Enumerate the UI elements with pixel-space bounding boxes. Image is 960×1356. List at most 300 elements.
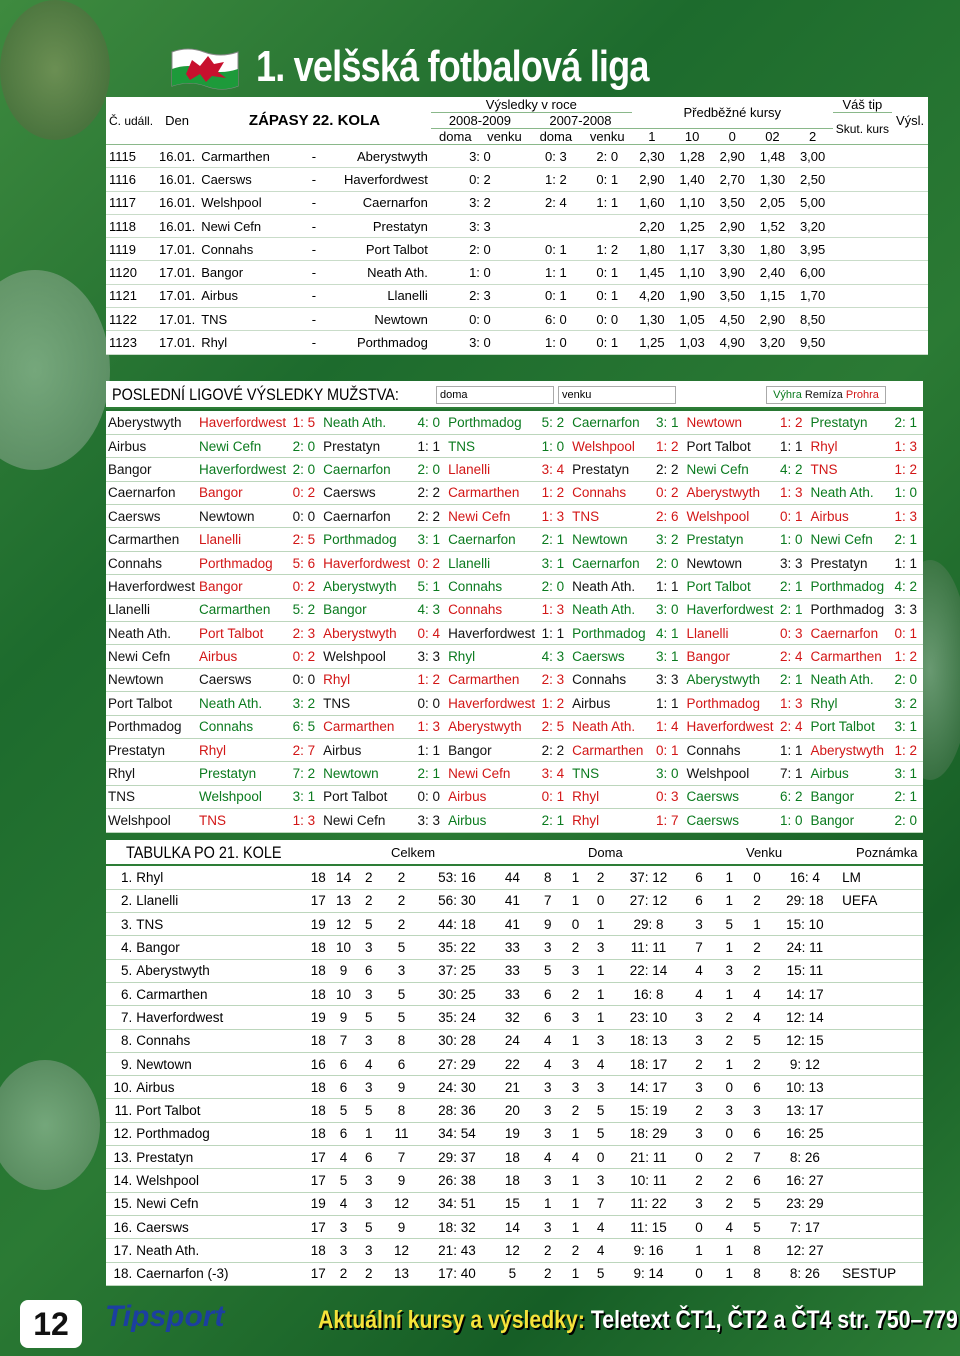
odds-cell: 1,10: [672, 191, 712, 214]
fixture-row: [106, 145, 928, 168]
draws: 2: [356, 889, 381, 912]
results-row: [106, 785, 923, 808]
team-name: Llanelli: [134, 889, 305, 912]
opponent: TNS: [809, 458, 890, 481]
opponent: Bangor: [321, 598, 412, 621]
rank: 15.: [106, 1192, 134, 1215]
opponent: Rhyl: [321, 668, 412, 691]
opponent: Carmarthen: [321, 715, 412, 738]
background-ball: [0, 1060, 100, 1190]
background-player: [0, 0, 110, 140]
col-skut: Skut. kurs: [833, 113, 892, 145]
opponent: Haverfordwest: [446, 692, 537, 715]
away-wins: 3: [684, 1029, 714, 1052]
losses: 8: [381, 1099, 421, 1122]
results-row: [106, 692, 923, 715]
odds-cell: 2,70: [712, 168, 752, 191]
draws: 5: [356, 1006, 381, 1029]
points: 33: [492, 982, 532, 1005]
opponent: Welshpool: [570, 434, 651, 457]
away-goals: 15: 11: [770, 959, 841, 982]
home-losses: 3: [588, 1169, 613, 1192]
event-id: 1122: [106, 308, 156, 331]
match-score: 2: 1: [890, 528, 923, 551]
match-score: 4: 3: [537, 645, 570, 668]
result-final-cell: [892, 191, 928, 214]
home-losses: 0: [588, 889, 613, 912]
opponent: Porthmadog: [809, 598, 890, 621]
result-cell: 0: 1: [529, 284, 583, 307]
goals: 34: 51: [422, 1192, 493, 1215]
odds-cell: 1,17: [672, 238, 712, 261]
away-wins: 1: [684, 1239, 714, 1262]
losses: 5: [381, 936, 421, 959]
wins: 5: [331, 1099, 356, 1122]
result-cell: 3: 3: [431, 214, 529, 237]
rank: 11.: [106, 1099, 134, 1122]
odds-cell: 3,50: [712, 191, 752, 214]
opponent: Port Talbot: [197, 622, 288, 645]
team-name: Caersws: [134, 1215, 305, 1238]
result-final-cell: [892, 168, 928, 191]
wins: 9: [331, 1006, 356, 1029]
rank: 18.: [106, 1262, 134, 1285]
result-cell: 0: 1: [583, 168, 632, 191]
match-score: 2: 1: [537, 809, 570, 832]
match-day: 16.01.: [156, 168, 198, 191]
match-score: 0: 0: [288, 668, 321, 691]
opponent: Bangor: [197, 575, 288, 598]
result-final-cell: [892, 145, 928, 168]
away-losses: 5: [744, 1029, 769, 1052]
away-wins: 2: [684, 1099, 714, 1122]
away-team: Newtown: [323, 308, 431, 331]
opponent: Neath Ath.: [570, 715, 651, 738]
away-wins: 3: [684, 913, 714, 936]
result-cell: 2: 0: [583, 145, 632, 168]
match-score: 2: 7: [288, 738, 321, 761]
event-id: 1123: [106, 331, 156, 354]
match-score: 3: 1: [890, 762, 923, 785]
match-score: 1: 3: [776, 692, 809, 715]
result-final-cell: [892, 261, 928, 284]
opponent: Haverfordwest: [321, 551, 412, 574]
points: 18: [492, 1146, 532, 1169]
results-header: [106, 381, 923, 409]
match-day: 17.01.: [156, 261, 198, 284]
legend-away: venku: [558, 386, 676, 404]
points: 21: [492, 1076, 532, 1099]
home-draws: 3: [563, 1076, 588, 1099]
opponent: Airbus: [809, 762, 890, 785]
fixture-row: [106, 261, 928, 284]
opponent: Prestatyn: [197, 762, 288, 785]
opponent: Prestatyn: [809, 411, 890, 434]
home-goals: 29: 8: [613, 913, 684, 936]
col-tip: Váš tip: [833, 97, 892, 113]
points: 24: [492, 1029, 532, 1052]
match-score: 0: 2: [288, 481, 321, 504]
away-wins: 4: [684, 982, 714, 1005]
rank: 5.: [106, 959, 134, 982]
result-cell: [583, 214, 632, 237]
opponent: Haverfordwest: [446, 622, 537, 645]
draws: 3: [356, 1192, 381, 1215]
draws: 6: [356, 1146, 381, 1169]
standings-overall: Celkem: [391, 845, 436, 860]
draws: 4: [356, 1052, 381, 1075]
odds-cell: 2,30: [632, 145, 672, 168]
opponent: Porthmadog: [321, 528, 412, 551]
match-score: 1: 4: [651, 715, 684, 738]
away-losses: 6: [744, 1076, 769, 1099]
match-score: 2: 2: [651, 458, 684, 481]
match-score: 0: 0: [412, 692, 446, 715]
match-score: 1: 1: [412, 738, 446, 761]
event-id: 1118: [106, 214, 156, 237]
home-wins: 1: [533, 1192, 563, 1215]
rank: 1.: [106, 866, 134, 889]
match-score: 5: 1: [412, 575, 446, 598]
match-score: 3: 3: [651, 668, 684, 691]
played: 17: [306, 1146, 331, 1169]
draws: 2: [356, 866, 381, 889]
away-losses: 3: [744, 1099, 769, 1122]
standings-row: [106, 936, 923, 959]
home-goals: 11: 22: [613, 1192, 684, 1215]
note: [840, 1192, 923, 1215]
match-score: 2: 0: [537, 575, 570, 598]
fixture-row: [106, 238, 928, 261]
away-label: venku: [480, 129, 529, 145]
wins: 9: [331, 959, 356, 982]
points: 22: [492, 1052, 532, 1075]
home-losses: 4: [588, 1215, 613, 1238]
wins: 13: [331, 889, 356, 912]
losses: 3: [381, 959, 421, 982]
away-goals: 14: 17: [770, 982, 841, 1005]
match-score: 1: 3: [537, 598, 570, 621]
away-wins: 3: [684, 1122, 714, 1145]
opponent: Connahs: [446, 575, 537, 598]
tip-cell: [833, 308, 892, 331]
goals: 17: 40: [422, 1262, 493, 1285]
odds-cell: 1,25: [632, 331, 672, 354]
wins: 6: [331, 1076, 356, 1099]
match-score: 5: 6: [288, 551, 321, 574]
home-losses: 5: [588, 1262, 613, 1285]
goals: 53: 16: [422, 866, 493, 889]
home-team: Newi Cefn: [198, 214, 305, 237]
tip-cell: [833, 214, 892, 237]
opponent: Aberystwyth: [321, 622, 412, 645]
away-goals: 24: 11: [770, 936, 841, 959]
opponent: Porthmadog: [570, 622, 651, 645]
match-score: 1: 1: [651, 575, 684, 598]
home-draws: 1: [563, 1192, 588, 1215]
points: 33: [492, 936, 532, 959]
home-draws: 4: [563, 1146, 588, 1169]
result-cell: 2: 0: [431, 238, 529, 261]
opponent: Caersws: [197, 668, 288, 691]
away-team: Aberystwyth: [323, 145, 431, 168]
rank: 9.: [106, 1052, 134, 1075]
draws: 6: [356, 959, 381, 982]
opponent: Rhyl: [570, 809, 651, 832]
team-name: Bangor: [134, 936, 305, 959]
losses: 5: [381, 1006, 421, 1029]
draws: 2: [356, 1262, 381, 1285]
home-wins: 6: [533, 982, 563, 1005]
team-name: Llanelli: [106, 598, 197, 621]
result-final-cell: [892, 238, 928, 261]
team-name: Welshpool: [106, 809, 197, 832]
match-score: 3: 1: [537, 551, 570, 574]
points: 41: [492, 889, 532, 912]
home-wins: 4: [533, 1029, 563, 1052]
odds-cell: 1,10: [672, 261, 712, 284]
opponent: Porthmadog: [197, 551, 288, 574]
opponent: Airbus: [446, 809, 537, 832]
legend-outcomes: [766, 386, 886, 404]
away-losses: 6: [744, 1169, 769, 1192]
rank: 16.: [106, 1215, 134, 1238]
home-draws: 1: [563, 889, 588, 912]
away-losses: 7: [744, 1146, 769, 1169]
match-score: 3: 3: [776, 551, 809, 574]
home-wins: 9: [533, 913, 563, 936]
team-name: Caernarfon (-3): [134, 1262, 305, 1285]
odds-cell: 1,90: [672, 284, 712, 307]
match-score: 1: 2: [412, 668, 446, 691]
opponent: Prestatyn: [684, 528, 775, 551]
home-label: doma: [529, 129, 583, 145]
away-goals: 15: 10: [770, 913, 841, 936]
home-draws: 3: [563, 959, 588, 982]
away-draws: 0: [714, 1076, 744, 1099]
opponent: Neath Ath.: [809, 481, 890, 504]
note: [840, 1215, 923, 1238]
away-goals: 29: 18: [770, 889, 841, 912]
away-draws: 3: [714, 1099, 744, 1122]
odds-cell: 3,30: [712, 238, 752, 261]
team-name: Porthmadog: [134, 1122, 305, 1145]
losses: 5: [381, 982, 421, 1005]
match-score: 1: 2: [537, 481, 570, 504]
note: [840, 1006, 923, 1029]
match-score: 2: 1: [776, 575, 809, 598]
home-goals: 21: 11: [613, 1146, 684, 1169]
draws: 3: [356, 1239, 381, 1262]
away-label: venku: [583, 129, 632, 145]
event-id: 1120: [106, 261, 156, 284]
col-result: Výsl.: [892, 97, 928, 145]
points: 15: [492, 1192, 532, 1215]
away-goals: 9: 12: [770, 1052, 841, 1075]
opponent: Caersws: [321, 481, 412, 504]
away-team: Port Talbot: [323, 238, 431, 261]
home-team: Carmarthen: [198, 145, 305, 168]
standings-row: [106, 1006, 923, 1029]
match-score: 3: 3: [412, 645, 446, 668]
opponent: Caersws: [570, 645, 651, 668]
away-goals: 23: 29: [770, 1192, 841, 1215]
result-cell: 0: 1: [583, 261, 632, 284]
standings-row: [106, 1146, 923, 1169]
opponent: Newtown: [684, 411, 775, 434]
odds-cell: 2,90: [752, 308, 792, 331]
odds-cell: 1,05: [672, 308, 712, 331]
wins: 2: [331, 1262, 356, 1285]
results-row: [106, 434, 923, 457]
home-goals: 15: 19: [613, 1099, 684, 1122]
match-score: 3: 2: [288, 692, 321, 715]
home-goals: 10: 11: [613, 1169, 684, 1192]
results-row: [106, 598, 923, 621]
away-draws: 4: [714, 1215, 744, 1238]
losses: 13: [381, 1262, 421, 1285]
result-cell: 3: 0: [431, 145, 529, 168]
team-name: Port Talbot: [106, 692, 197, 715]
standings-row: [106, 982, 923, 1005]
team-name: Newtown: [106, 668, 197, 691]
away-goals: 7: 17: [770, 1215, 841, 1238]
home-draws: 1: [563, 1029, 588, 1052]
standings-row: [106, 866, 923, 889]
team-name: Aberystwyth: [106, 411, 197, 434]
home-losses: 3: [588, 936, 613, 959]
opponent: Port Talbot: [809, 715, 890, 738]
result-cell: 1: 0: [529, 331, 583, 354]
home-goals: 16: 8: [613, 982, 684, 1005]
goals: 26: 38: [422, 1169, 493, 1192]
match-score: 2: 0: [412, 458, 446, 481]
team-name: Neath Ath.: [134, 1239, 305, 1262]
team-name: Port Talbot: [134, 1099, 305, 1122]
tip-cell: [833, 168, 892, 191]
background-ball: [0, 270, 110, 470]
opponent: Connahs: [570, 668, 651, 691]
result-final-cell: [892, 284, 928, 307]
opponent: Newi Cefn: [684, 458, 775, 481]
away-wins: 6: [684, 889, 714, 912]
legend-draw: Remíza: [804, 389, 843, 401]
opponent: Connahs: [570, 481, 651, 504]
match-score: 2: 3: [288, 622, 321, 645]
separator: -: [305, 284, 322, 307]
match-score: 7: 1: [776, 762, 809, 785]
result-cell: 3: 2: [431, 191, 529, 214]
tip-cell: [833, 261, 892, 284]
match-score: 2: 5: [537, 715, 570, 738]
team-name: Connahs: [134, 1029, 305, 1052]
opponent: Newi Cefn: [446, 762, 537, 785]
standings-row: [106, 1029, 923, 1052]
match-score: 1: 0: [776, 809, 809, 832]
losses: 12: [381, 1239, 421, 1262]
odds-head: 2: [793, 129, 833, 145]
away-losses: 4: [744, 982, 769, 1005]
fixture-row: [106, 191, 928, 214]
points: 14: [492, 1215, 532, 1238]
rank: 3.: [106, 913, 134, 936]
opponent: Welshpool: [684, 505, 775, 528]
opponent: Newtown: [684, 551, 775, 574]
separator: -: [305, 145, 322, 168]
match-score: 2: 0: [651, 551, 684, 574]
goals: 30: 28: [422, 1029, 493, 1052]
note: [840, 1239, 923, 1262]
results-row: [106, 762, 923, 785]
result-final-cell: [892, 308, 928, 331]
standings-row: [106, 1099, 923, 1122]
match-score: 3: 0: [651, 598, 684, 621]
match-score: 1: 1: [776, 434, 809, 457]
match-score: 1: 2: [651, 434, 684, 457]
home-draws: 1: [563, 1122, 588, 1145]
match-score: 2: 0: [890, 809, 923, 832]
away-goals: 16: 27: [770, 1169, 841, 1192]
odds-cell: 1,25: [672, 214, 712, 237]
away-wins: 3: [684, 1076, 714, 1099]
note: [840, 1052, 923, 1075]
opponent: Neath Ath.: [570, 575, 651, 598]
match-score: 3: 1: [890, 715, 923, 738]
results-row: [106, 622, 923, 645]
result-cell: 0: 3: [529, 145, 583, 168]
opponent: Bangor: [809, 785, 890, 808]
goals: 35: 22: [422, 936, 493, 959]
results-row: [106, 505, 923, 528]
event-id: 1116: [106, 168, 156, 191]
results-row: [106, 809, 923, 832]
draws: 3: [356, 936, 381, 959]
goals: 21: 43: [422, 1239, 493, 1262]
separator: -: [305, 261, 322, 284]
match-score: 1: 1: [537, 622, 570, 645]
tip-cell: [833, 191, 892, 214]
played: 16: [306, 1052, 331, 1075]
team-name: Carmarthen: [106, 528, 197, 551]
away-team: Llanelli: [323, 284, 431, 307]
odds-cell: 2,90: [632, 168, 672, 191]
team-name: Caernarfon: [106, 481, 197, 504]
away-team: Caernarfon: [323, 191, 431, 214]
opponent: Aberystwyth: [809, 738, 890, 761]
col-day: Den: [156, 97, 198, 145]
opponent: Newtown: [321, 762, 412, 785]
standings-row: [106, 1262, 923, 1285]
goals: 44: 18: [422, 913, 493, 936]
odds-cell: 1,48: [752, 145, 792, 168]
opponent: Haverfordwest: [684, 715, 775, 738]
match-score: 3: 1: [651, 411, 684, 434]
match-score: 2: 5: [288, 528, 321, 551]
opponent: Bangor: [197, 481, 288, 504]
opponent: Port Talbot: [684, 575, 775, 598]
away-losses: 6: [744, 1122, 769, 1145]
opponent: Llanelli: [446, 551, 537, 574]
home-draws: 2: [563, 1239, 588, 1262]
opponent: Newtown: [197, 505, 288, 528]
home-losses: 3: [588, 1029, 613, 1052]
event-id: 1117: [106, 191, 156, 214]
opponent: Newi Cefn: [446, 505, 537, 528]
odds-cell: 2,90: [712, 214, 752, 237]
separator: -: [305, 191, 322, 214]
opponent: Caernarfon: [321, 458, 412, 481]
opponent: Welshpool: [321, 645, 412, 668]
